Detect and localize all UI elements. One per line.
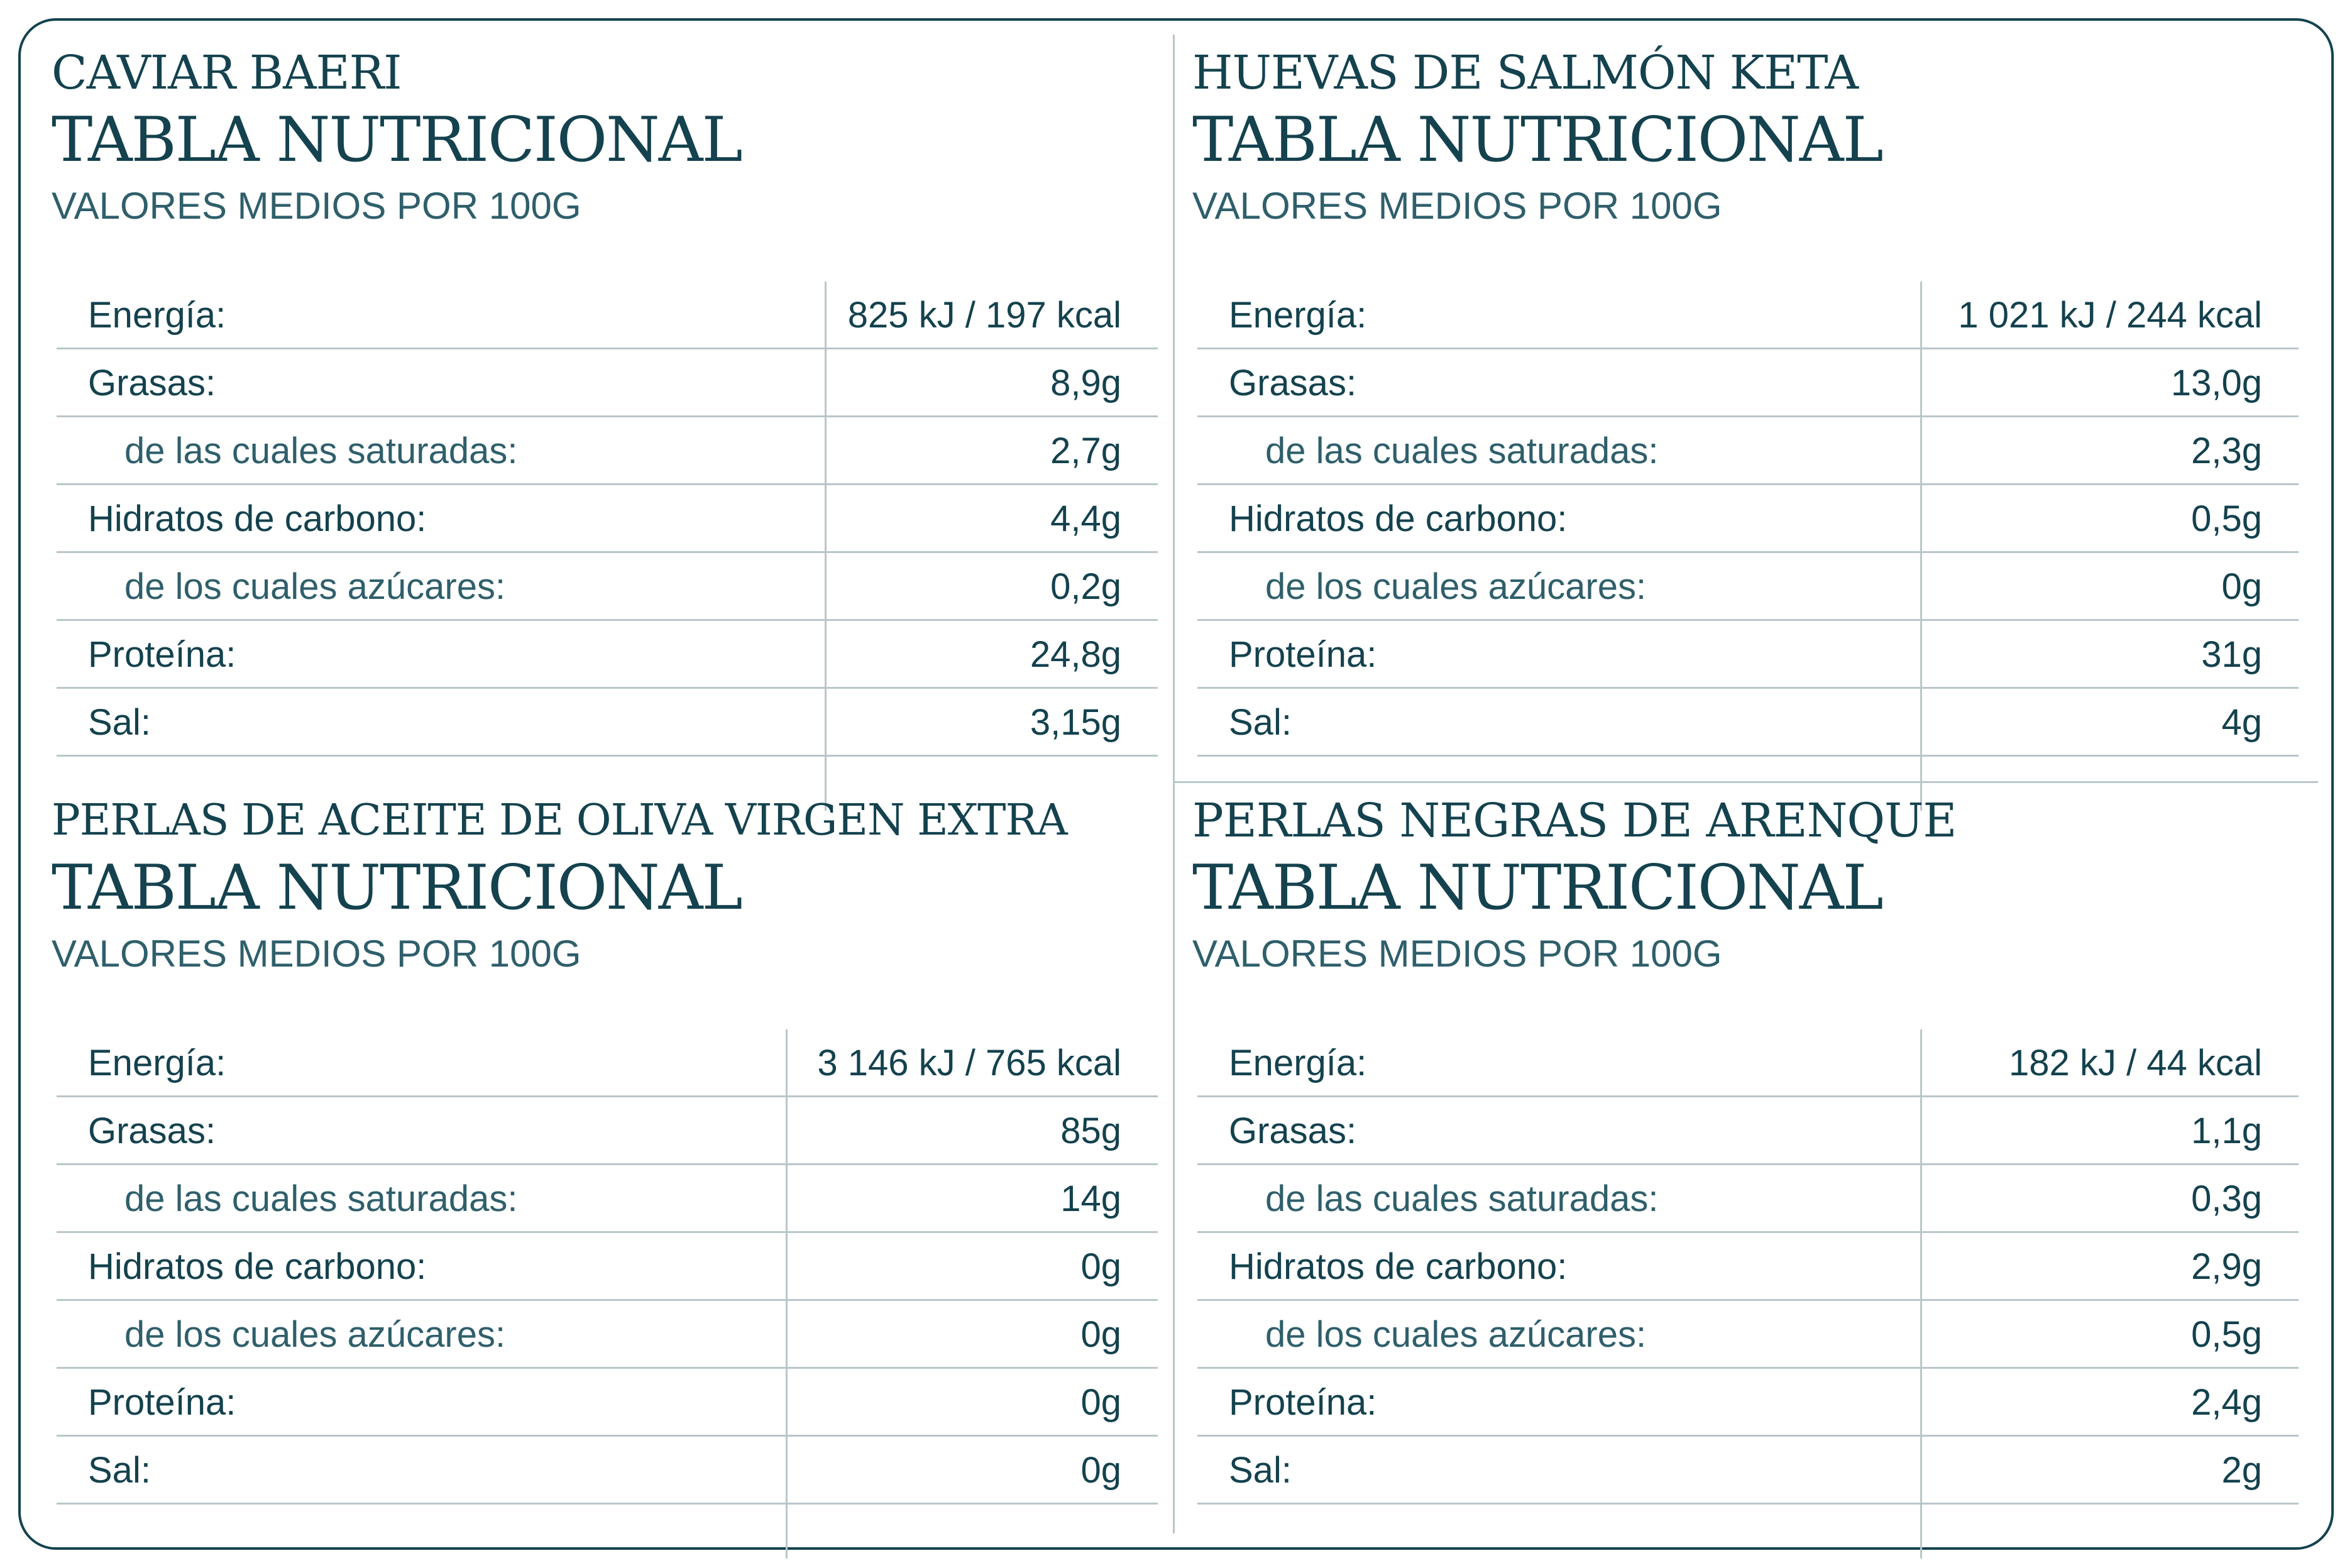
row-label: Hidratos de carbono: (1229, 498, 1568, 539)
row-value: 2,4g (2191, 1382, 2262, 1423)
row-label: de las cuales saturadas: (124, 430, 518, 471)
row-label: de las cuales saturadas: (1265, 1178, 1659, 1219)
row-label: de los cuales azúcares: (124, 566, 506, 607)
row-label: Proteína: (1229, 1382, 1377, 1423)
row-sal (57, 1437, 1158, 1505)
row-label: Energía: (88, 1043, 226, 1083)
row-grasas (57, 1097, 1158, 1165)
row-value: 825 kJ / 197 kcal (847, 295, 1121, 336)
row-label: Hidratos de carbono: (1229, 1246, 1568, 1287)
row-value: 2,9g (2191, 1246, 2262, 1287)
row-proteina (1197, 621, 2299, 689)
row-value: 1,1g (2191, 1110, 2262, 1151)
row-value: 182 kJ / 44 kcal (2009, 1043, 2262, 1083)
row-label: Energía: (88, 295, 226, 336)
nutrition-table (57, 282, 1158, 811)
row-label: Grasas: (88, 1110, 216, 1151)
row-value: 0,3g (2191, 1178, 2262, 1219)
row-energia (57, 282, 1158, 349)
row-grasas (1197, 1097, 2299, 1165)
per-100g-note: VALORES MEDIOS POR 100G (1192, 933, 1722, 975)
row-value: 3,15g (1030, 702, 1121, 743)
row-energia (57, 1029, 1158, 1097)
row-value: 0,5g (2191, 1314, 2262, 1355)
per-100g-note: VALORES MEDIOS POR 100G (52, 185, 581, 227)
row-value: 1 021 kJ / 244 kcal (1958, 295, 2262, 336)
product-name: HUEVAS DE SALMÓN KETA (1192, 46, 1858, 100)
row-energia (1197, 1029, 2299, 1097)
row-proteina (57, 1369, 1158, 1437)
row-value: 0g (1080, 1246, 1121, 1287)
row-label: Hidratos de carbono: (88, 498, 427, 539)
panel-perlas-aceite-oliva (52, 792, 1121, 1491)
row-value: 3 146 kJ / 765 kcal (817, 1043, 1121, 1083)
row-label: Proteína: (88, 634, 236, 675)
row-hidratos (57, 485, 1158, 553)
row-value: 13,0g (2170, 363, 2262, 403)
row-label: Grasas: (1229, 363, 1357, 403)
row-grasas (57, 349, 1158, 417)
vertical-divider (1173, 35, 1175, 1533)
row-sal (1197, 1437, 2299, 1505)
nutrition-table (1197, 1029, 2299, 1559)
row-value: 4g (2221, 702, 2262, 743)
row-azucares (57, 553, 1158, 621)
row-value: 2,3g (2191, 430, 2262, 471)
row-label: Hidratos de carbono: (88, 1246, 427, 1287)
row-value: 4,4g (1050, 498, 1121, 539)
product-name: CAVIAR BAERI (52, 46, 402, 100)
row-label: Grasas: (1229, 1110, 1357, 1151)
nutrition-table (57, 1029, 1158, 1559)
row-proteina (57, 621, 1158, 689)
row-value: 0g (2221, 566, 2262, 607)
row-hidratos (1197, 485, 2299, 553)
row-label: Energía: (1229, 1043, 1367, 1083)
row-azucares (57, 1301, 1158, 1369)
table-title: TABLA NUTRICIONAL (1192, 104, 1882, 176)
row-saturadas (1197, 417, 2299, 485)
table-title: TABLA NUTRICIONAL (1192, 852, 1882, 924)
row-value: 24,8g (1030, 634, 1121, 675)
per-100g-note: VALORES MEDIOS POR 100G (52, 933, 581, 975)
row-value: 2g (2221, 1450, 2262, 1491)
panel-caviar-baeri (52, 44, 1121, 743)
row-label: Sal: (1229, 702, 1292, 743)
row-value: 14g (1060, 1178, 1121, 1219)
panel-huevas-salmon-keta (1192, 44, 2262, 743)
row-value: 0,5g (2191, 498, 2262, 539)
row-value: 8,9g (1050, 363, 1121, 403)
row-value: 0,2g (1050, 566, 1121, 607)
row-value: 31g (2201, 634, 2262, 675)
panel-perlas-negras-arenque (1192, 792, 2262, 1491)
row-azucares (1197, 1301, 2299, 1369)
row-value: 85g (1060, 1110, 1121, 1151)
row-proteina (1197, 1369, 2299, 1437)
row-hidratos (1197, 1233, 2299, 1301)
row-grasas (1197, 349, 2299, 417)
row-value: 0g (1080, 1450, 1121, 1491)
row-energia (1197, 282, 2299, 349)
nutrition-table (1197, 282, 2299, 811)
row-label: Grasas: (88, 363, 216, 403)
row-saturadas (57, 417, 1158, 485)
table-title: TABLA NUTRICIONAL (52, 104, 742, 176)
row-label: de las cuales saturadas: (124, 1178, 518, 1219)
row-label: Sal: (88, 702, 151, 743)
product-name: PERLAS NEGRAS DE ARENQUE (1192, 794, 1957, 848)
row-saturadas (1197, 1165, 2299, 1233)
row-saturadas (57, 1165, 1158, 1233)
row-hidratos (57, 1233, 1158, 1301)
row-label: de las cuales saturadas: (1265, 430, 1659, 471)
row-label: Sal: (88, 1450, 151, 1491)
row-azucares (1197, 553, 2299, 621)
row-label: Sal: (1229, 1450, 1292, 1491)
row-label: de los cuales azúcares: (124, 1314, 506, 1355)
row-value: 2,7g (1050, 430, 1121, 471)
row-label: Energía: (1229, 295, 1367, 336)
row-label: Proteína: (88, 1382, 236, 1423)
product-name: PERLAS DE ACEITE DE OLIVA VIRGEN EXTRA (52, 796, 1067, 845)
row-label: de los cuales azúcares: (1265, 566, 1647, 607)
row-sal (1197, 689, 2299, 757)
row-label: Proteína: (1229, 634, 1377, 675)
row-value: 0g (1080, 1382, 1121, 1423)
row-label: de los cuales azúcares: (1265, 1314, 1647, 1355)
table-title: TABLA NUTRICIONAL (52, 852, 742, 924)
row-sal (57, 689, 1158, 757)
per-100g-note: VALORES MEDIOS POR 100G (1192, 185, 1722, 227)
row-value: 0g (1080, 1314, 1121, 1355)
